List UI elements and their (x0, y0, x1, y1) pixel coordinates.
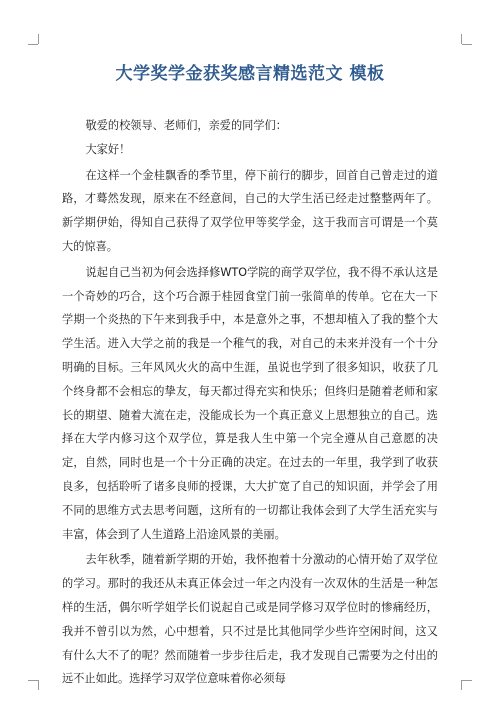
crop-mark-top-right-v (461, 34, 462, 44)
salutation: 敬爱的校领导、老师们，亲爱的同学们： (85, 119, 287, 132)
crop-mark-bottom-right-v (461, 680, 462, 690)
crop-mark-top-left-h (28, 44, 38, 45)
crop-mark-bottom-right-h (462, 680, 472, 681)
document-body (62, 114, 438, 691)
paragraph-2: 说起自己当初为何会选择修WTO学院的商学双学位，我不得不承认这是一个奇妙的巧合，这个巧合源于桂园食堂门前一张简单的传单。它在大一下学期一个炎热的下午来到我手中，本是意外之事，不想却植入了我的整个大学生活。进入大学之前的我是一个稚气的我，对自己的未来并没有一个十分明确的目标。三年风风火火的高中生涯，虽说也学到了很多知识，收获了几个终身都不会相忘的挚友，每天都过得充实和快乐；但终归是随着老师和家长的期望、随着大流在走，没能成长为一个真正意义上思想独立的自己。选择在大学内修习这个双学位，算是我人生中第一个完全遵从自己意愿的决定，自然，同时也是一个十分正确的决定。在过去的一年里，我学到了收获良多，包括聆听了诸多良师的授课，大大扩宽了自己的知识面，并学会了用不同的思维方式去思考问题，这所有的一切都让我体会到了大学生活充实与丰富，体会到了人生道路上沿途风景的美丽。 (62, 265, 438, 541)
greeting: 大家好！ (85, 142, 131, 156)
crop-mark-top-right-h (462, 44, 472, 45)
paragraph-3: 去年秋季，随着新学期的开始，我怀抱着十分激动的心情开始了双学位的学习。那时的我还从未真正体会过一年之内没有一次双休的生活是一种怎样的生活，偶尔听学姐学长们说起自己或是同学修习双学位时的惨痛经历，我并不曾引以为然，心中想着，只不过是比其他同学少些许空闲时间，这又有什么大不了的呢？然而随着一步步往后走，我才发现自己需要为之付出的远不止如此。选择学习双学位意味着你必须每 (62, 553, 438, 686)
crop-mark-bottom-left-h (28, 680, 38, 681)
document-title: 大学奖学金获奖感言精选范文 模板 (115, 64, 385, 84)
paragraph-1: 在这样一个金桂飘香的季节里，停下前行的脚步，回首自己曾走过的道路，才蓦然发现，原来在不经意间，自己的大学生活已经走过整整两年了。新学期伊始，得知自己获得了双学位甲等奖学金，这于我而言可谓是一个莫大的惊喜。 (62, 168, 438, 253)
crop-mark-bottom-left-v (38, 680, 39, 690)
crop-mark-top-left-v (38, 34, 39, 44)
